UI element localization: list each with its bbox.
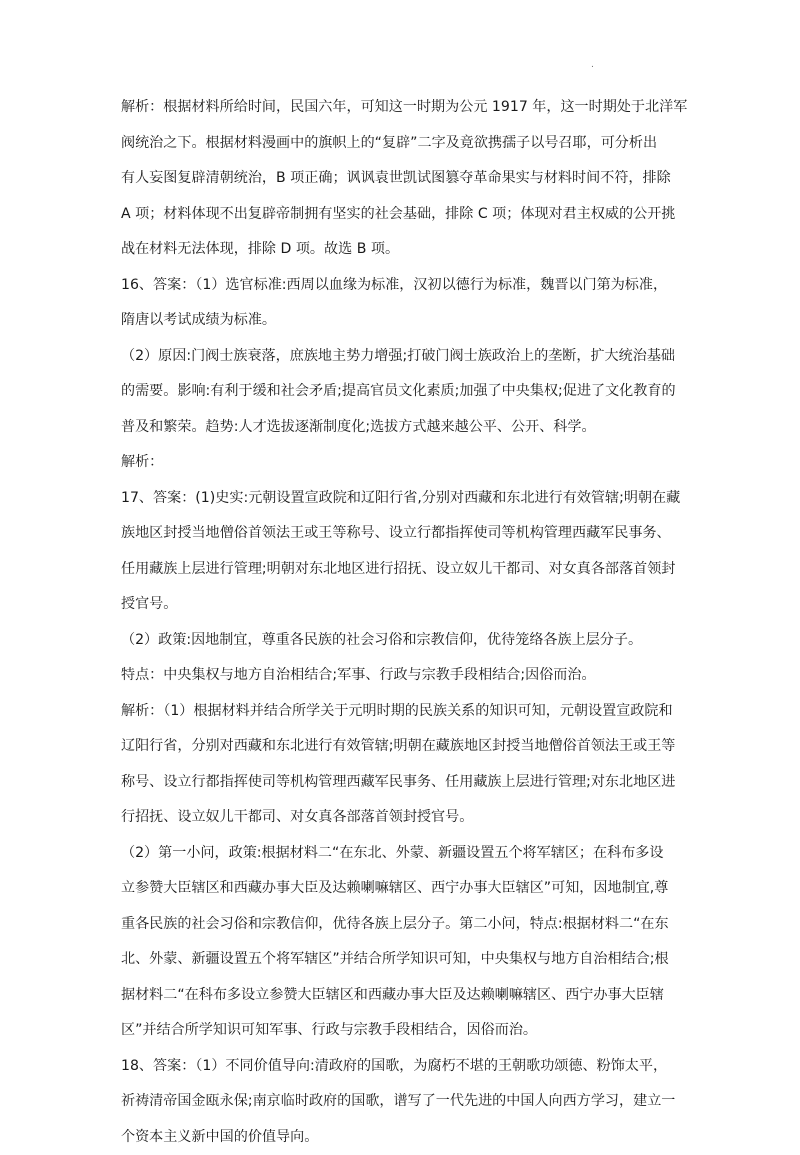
text-line: 称号、设立行都指挥使司等机构管理西藏军民事务、任用藏族上层进行管理;对东北地区进 [121,765,691,801]
document-body [121,90,691,1155]
text-line: 战在材料无法体现，排除 D 项。故选 B 项。 [121,232,691,268]
text-line: 普及和繁荣。趋势:人才选拔逐渐制度化;选拔方式越来越公平、公开、科学。 [121,410,691,446]
text-line: 的需要。影响:有利于缓和社会矛盾;提高官员文化素质;加强了中央集权;促进了文化教育的 [121,374,691,410]
text-line: 个资本主义新中国的价值导向。 [121,1120,691,1155]
paragraph-answer-18-1 [121,1049,691,1155]
text-line: 辽阳行省，分别对西藏和东北进行有效管辖;明朝在藏族地区封授当地僧俗首领法王或王等 [121,729,691,765]
paragraph-analysis-17-1 [121,694,691,836]
text-line: 阀统治之下。根据材料漫画中的旗帜上的“复辟”二字及竟欲携孺子以号召耶，可分析出 [121,126,691,162]
text-line: 授官号。 [121,587,691,623]
text-line: 有人妄图复辟清朝统治，B 项正确；讽讽袁世凯试图篡夺革命果实与材料时间不符，排除 [121,161,691,197]
text-line: 17、答案：(1)史实:元朝设置宣政院和辽阳行省,分别对西藏和东北进行有效管辖;明朝在藏 [121,481,691,517]
text-line: （2）第一小问，政策:根据材料二“在东北、外蒙、新疆设置五个将军辖区；在科布多设 [121,836,691,872]
paragraph-answer-17-2 [121,623,691,659]
text-line: 解析：根据材料所给时间，民国六年，可知这一时期为公元 1917 年，这一时期处于北洋军 [121,90,691,126]
text-line: 解析： [121,445,691,481]
paragraph-answer-16-1 [121,268,691,339]
paragraph-analysis-16 [121,445,691,481]
text-line: 据材料二“在科布多设立参赞大臣辖区和西藏办事大臣及达赖喇嘛辖区、西宁办事大臣辖 [121,978,691,1014]
text-line: 立参赞大臣辖区和西藏办事大臣及达赖喇嘛辖区、西宁办事大臣辖区”可知，因地制宜,尊 [121,871,691,907]
paragraph-analysis-15 [121,90,691,268]
text-line: （2）政策:因地制宜，尊重各民族的社会习俗和宗教信仰，优待笼络各族上层分子。 [121,623,691,659]
text-line: 16、答案：（1）选官标准:西周以血缘为标准，汉初以德行为标准，魏晋以门第为标准， [121,268,691,304]
paragraph-answer-16-2 [121,339,691,446]
text-line: 北、外蒙、新疆设置五个将军辖区”并结合所学知识可知，中央集权与地方自治相结合;根 [121,942,691,978]
text-line: 行招抚、设立奴儿干都司、对女真各部落首领封授官号。 [121,800,691,836]
text-line: A 项；材料体现不出复辟帝制拥有坚实的社会基础，排除 C 项；体现对君主权威的公开挑 [121,197,691,233]
text-line: 任用藏族上层进行管理;明朝对东北地区进行招抚、设立奴儿干都司、对女真各部落首领封 [121,552,691,588]
text-line: 重各民族的社会习俗和宗教信仰，优待各族上层分子。第二小问，特点:根据材料二“在东 [121,907,691,943]
corner-mark: . [591,60,594,70]
text-line: 隋唐以考试成绩为标准。 [121,303,691,339]
paragraph-answer-17-1 [121,481,691,623]
text-line: 区”并结合所学知识可知军事、行政与宗教手段相结合，因俗而治。 [121,1013,691,1049]
paragraph-answer-17-features [121,658,691,694]
text-line: 特点：中央集权与地方自治相结合;军事、行政与宗教手段相结合;因俗而治。 [121,658,691,694]
text-line: 祈祷清帝国金瓯永保;南京临时政府的国歌，谱写了一代先进的中国人向西方学习，建立一 [121,1084,691,1120]
text-line: 18、答案：（1）不同价值导向:清政府的国歌，为腐朽不堪的王朝歌功颂德、粉饰太平， [121,1049,691,1085]
text-line: （2）原因:门阀士族衰落，庶族地主势力增强;打破门阀士族政治上的垄断，扩大统治基础 [121,339,691,375]
text-line: 解析：（1）根据材料并结合所学关于元明时期的民族关系的知识可知，元朝设置宣政院和 [121,694,691,730]
text-line: 族地区封授当地僧俗首领法王或王等称号、设立行都指挥使司等机构管理西藏军民事务、 [121,516,691,552]
paragraph-analysis-17-2 [121,836,691,1049]
